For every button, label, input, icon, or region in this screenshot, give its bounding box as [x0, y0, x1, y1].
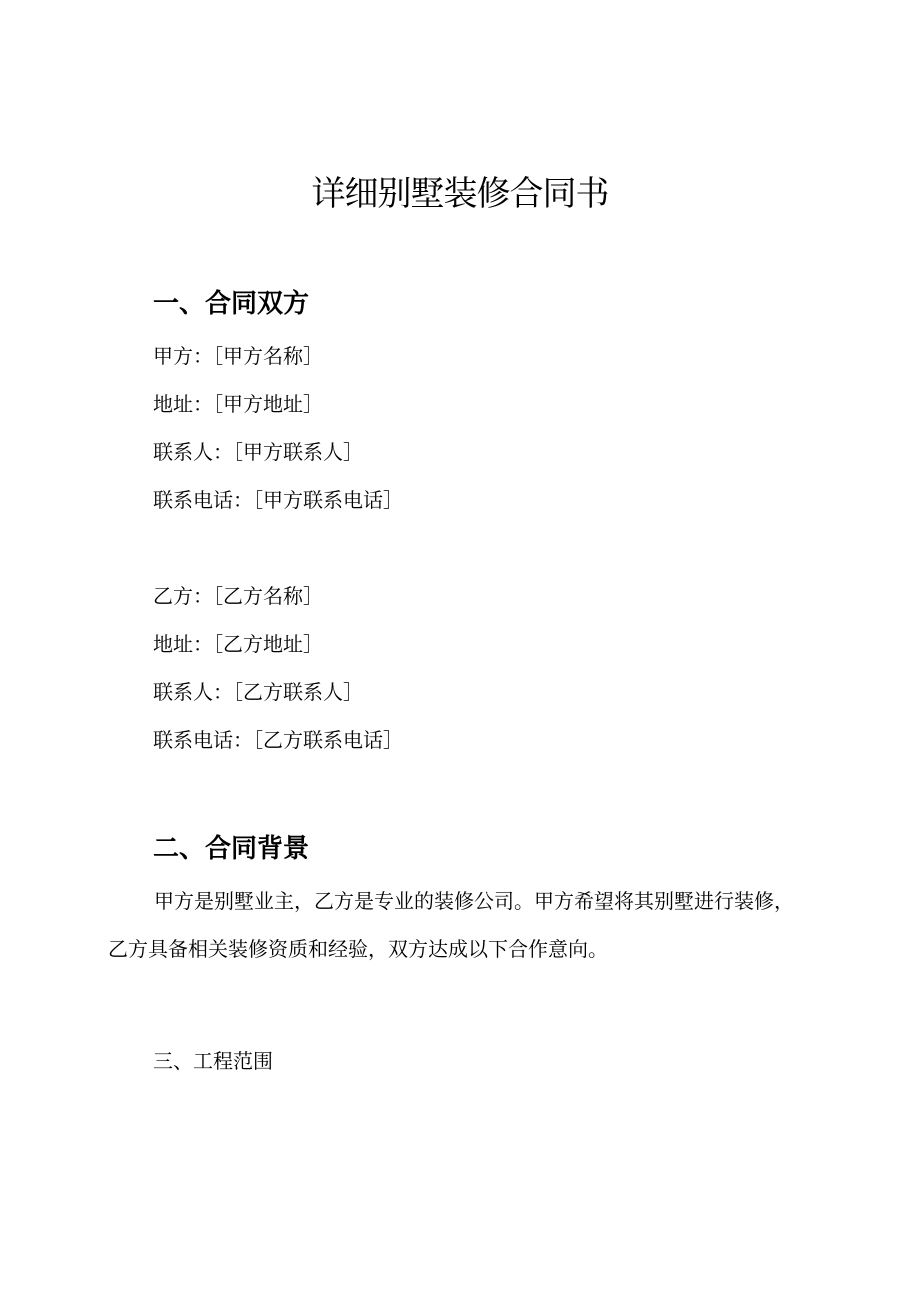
party-a-contact: 联系人：［甲方联系人］: [153, 440, 363, 464]
party-a-phone: 联系电话：［甲方联系电话］: [153, 488, 403, 512]
party-b-contact: 联系人：［乙方联系人］: [153, 680, 363, 704]
background-paragraph: 甲方是别墅业主，乙方是专业的装修公司。甲方希望将其别墅进行装修，乙方具备相关装修资质和经验，双方达成以下合作意向。: [108, 889, 794, 961]
section-heading-scope: 三、工程范围: [153, 1049, 273, 1073]
section-heading-background: 二、合同背景: [153, 834, 310, 864]
document-title: 详细别墅装修合同书: [311, 174, 609, 214]
party-b-name: 乙方：［乙方名称］: [153, 584, 323, 608]
section-heading-parties: 一、合同双方: [153, 289, 310, 319]
party-a-address: 地址：［甲方地址］: [153, 392, 323, 416]
party-b-address: 地址：［乙方地址］: [153, 632, 323, 656]
party-a-name: 甲方：［甲方名称］: [153, 344, 323, 368]
party-b-phone: 联系电话：［乙方联系电话］: [153, 728, 403, 752]
